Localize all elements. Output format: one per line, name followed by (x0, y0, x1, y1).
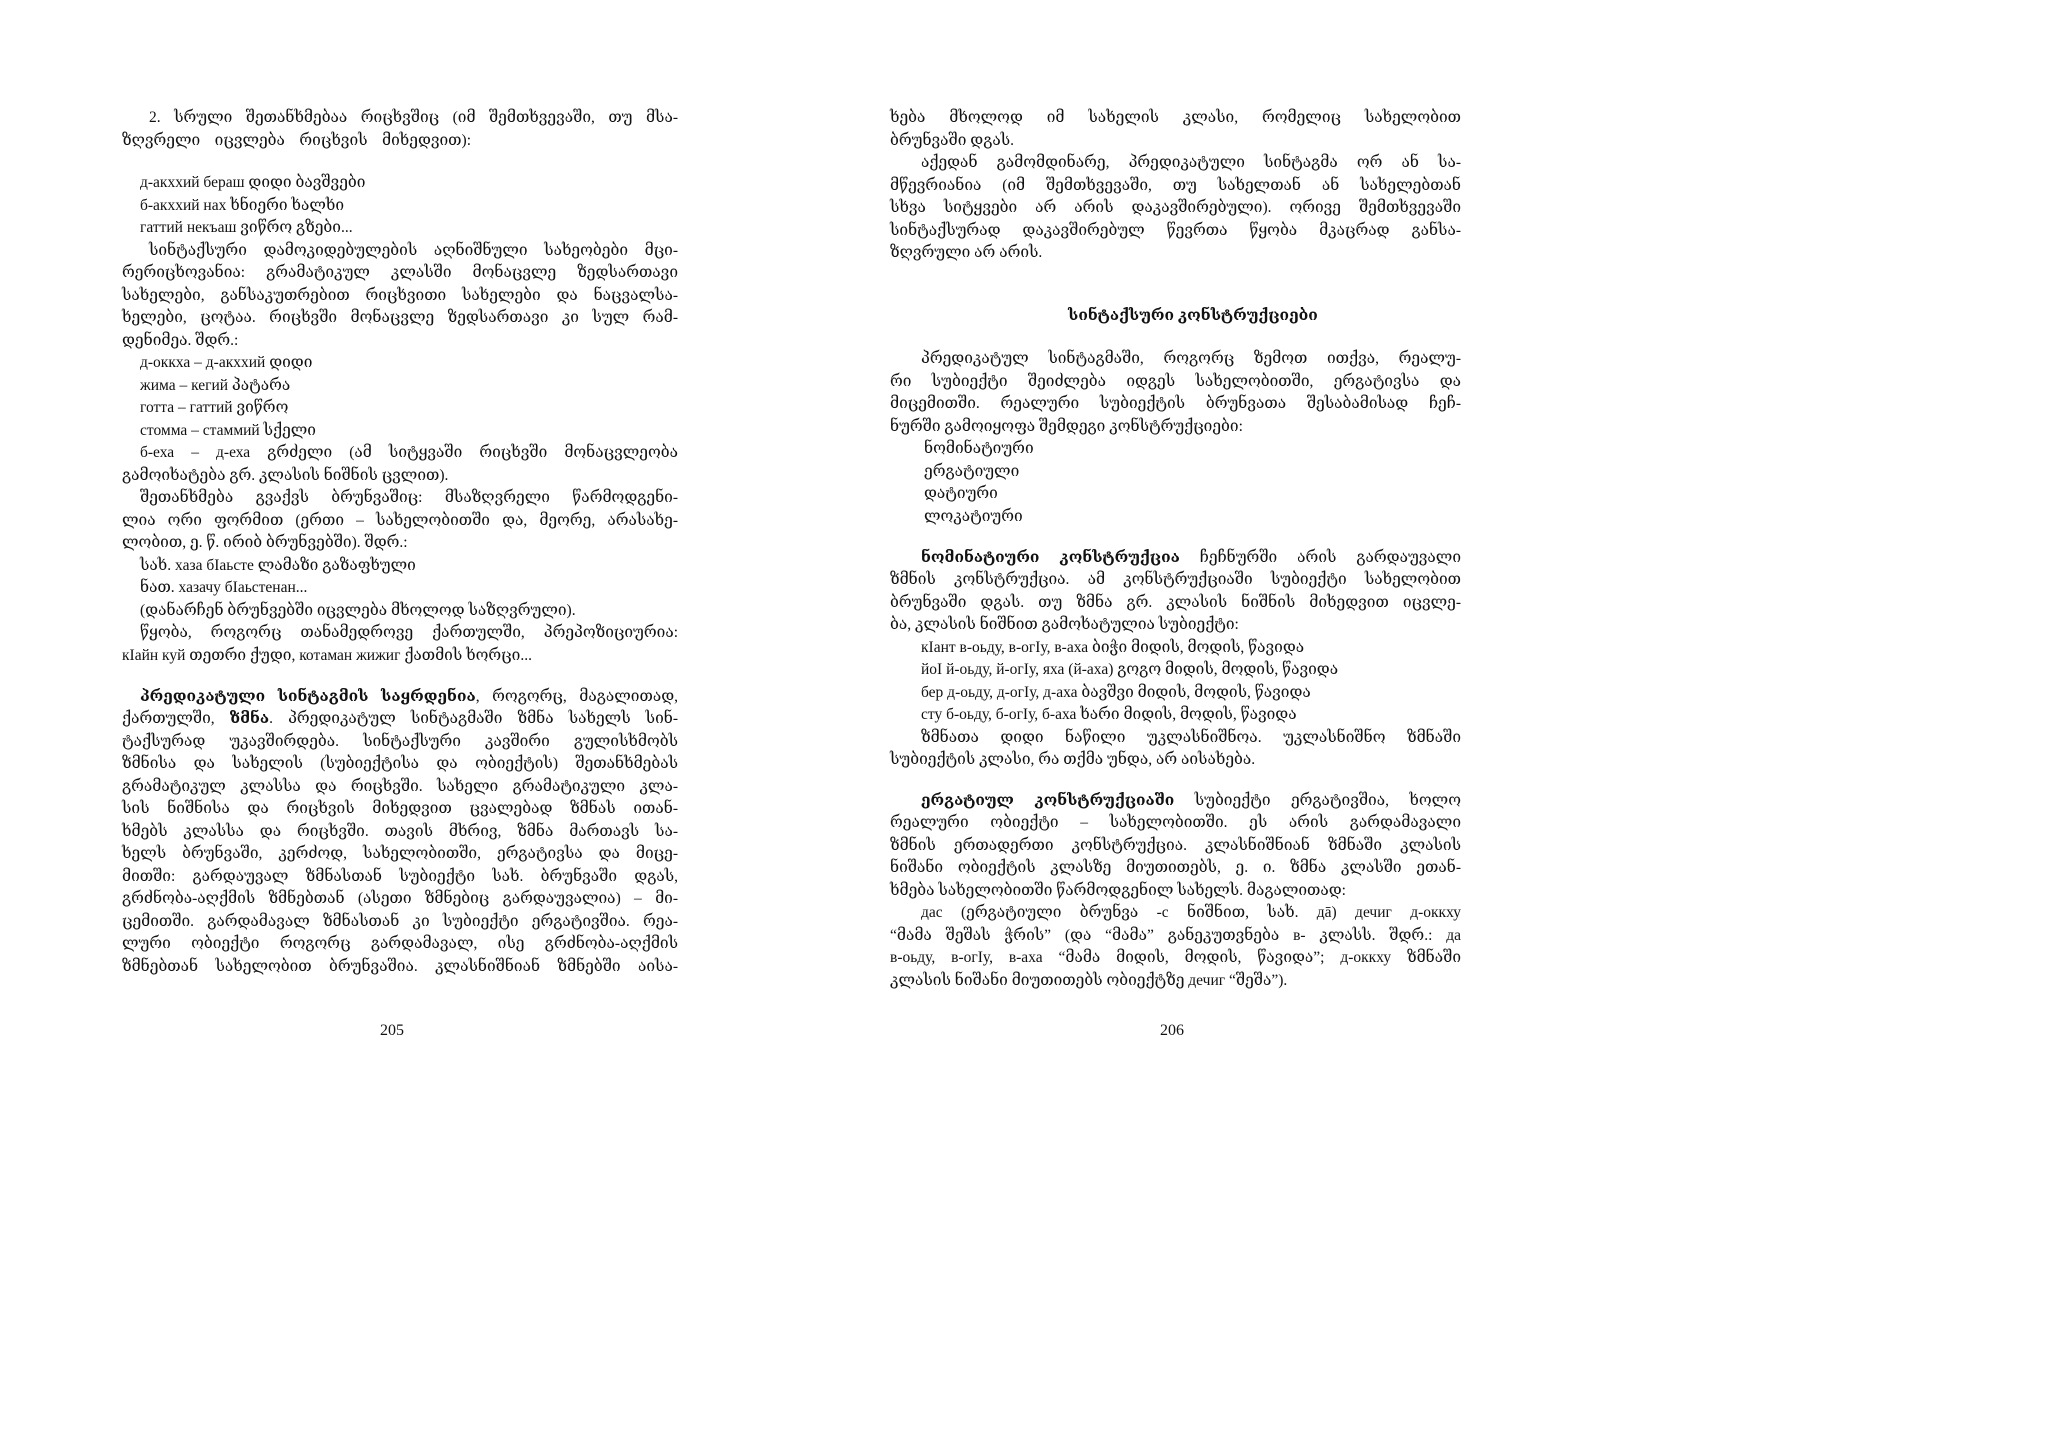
text-line: ხმება სახელობითში წარმოდგენილ სახელს. მაგალითად: (890, 882, 1346, 899)
text-line: გრძნობა-აღქმის ზმნებთან (ასეთი ზმნებიც გარდაუვალია) – მი- (122, 890, 678, 907)
example-line: д-акххий бераш დიდი ბავშვები (140, 174, 366, 191)
example-line: д-оккха – д-акххий დიდი (140, 354, 313, 371)
example-line: б-еха – д-еха გრძელი (ამ სიტყვაში რიცხვში მონაცვლეობა (140, 444, 678, 461)
example-line: стомма – стаммий სქელი (140, 422, 316, 439)
text-line: გამოიხატება გრ. კლასის ნიშნის ცვლით). (122, 467, 449, 484)
example-line: кІайн куй თეთრი ქუდი, котаман жижиг ქათმის ხორცი... (122, 647, 532, 664)
text-line: (დანარჩენ ბრუნვებში იცვლება მხოლოდ საზღვრული). (140, 602, 576, 619)
example-line: кІант в-оьду, в-огІу, в-аха ბიჭი მიდის, მოდის, წავიდა (921, 639, 1305, 656)
text-line: დენიმეა. შდრ.: (122, 332, 239, 349)
text-line: პრედიკატული სინტაგმის საყრდენია, როგორც, მაგალითად, (140, 688, 678, 705)
text-line: სინტაქსური დამოკიდებულების აღნიშნული სახეობები მცი- (149, 242, 678, 259)
text-line: რი სუბიექტი შეიძლება იდგეს სახელობითში, ერგატივსა და (890, 373, 1461, 390)
example-line: б-акххий нах ხნიერი ხალხი (140, 197, 345, 214)
text-line: სახელები, განსაკუთრებით რიცხვითი სახელები და ნაცვალსა- (122, 287, 678, 304)
text-line: ბა, კლასის ნიშნით გამოხატულია სუბიექტი: (890, 616, 1239, 633)
left-page (0, 0, 784, 1102)
text-line: ბრუნვაში დგას. თუ ზმნა გრ. კლასის ნიშნის მიხედვით იცვლე- (890, 594, 1461, 611)
example-line: дас (ერგატიული ბრუნვა -с ნიშნით, სახ. дā) дечиг д-оккху (921, 904, 1461, 921)
text-line: სინტაქსურად დაკავშირებულ წევრთა წყობა მკაცრად განსა- (890, 222, 1461, 239)
example-line: ნათ. хазачу бІаьстенан... (140, 579, 308, 596)
list-item: ლოკატიური (924, 508, 1023, 525)
text-line: ტაქსურად უკავშირდება. სინტაქსური კავშირი გულისხმობს (122, 733, 678, 750)
text-line: მიცემითში. რეალური სუბიექტის ბრუნვათა შესაბამისად ჩეჩ- (890, 395, 1461, 412)
text-line: სხვა სიტყვები არ არის დაკავშირებული). ორივე შემთხვევაში (890, 199, 1461, 216)
text-line: პრედიკატულ სინტაგმაში, როგორც ზემოთ ითქვა, რეალუ- (921, 350, 1461, 367)
text-line: ნურში გამოიყოფა შემდეგი კონსტრუქციები: (890, 418, 1243, 435)
text-line: ლური ობიექტი როგორც გარდამავალ, ისე გრძნობა-აღქმის (122, 935, 678, 952)
text-line: რერიცხოვანია: გრამატიკულ კლასში მონაცვლე ზედსართავი (122, 264, 678, 281)
text-line: წყობა, როგორც თანამედროვე ქართულში, პრეპოზიციურია: (140, 624, 678, 641)
example-line: жима – кегий პატარა (140, 377, 291, 394)
list-item: დატიური (924, 485, 998, 502)
text-line: ნომინატიური კონსტრუქცია ჩეჩნურში არის გარდაუვალი (921, 549, 1461, 566)
page-number: 205 (380, 1022, 404, 1039)
text-line: ზღვრელი იცვლება რიცხვის მიხედვით): (122, 132, 471, 149)
text-line: ზმნისა და სახელის (სუბიექტისა და ობიექტის) შეთანხმებას (122, 755, 678, 772)
page-number: 206 (1160, 1022, 1184, 1039)
text-line: ცემითში. გარდამავალ ზმნასთან კი სუბიექტი ერგატივშია. რეა- (122, 913, 678, 930)
text-line: რეალური ობიექტი – სახელობითში. ეს არის გარდამავალი (890, 814, 1461, 831)
text-line: სის ნიშნისა და რიცხვის მიხედვით ცვალებად ზმნას ითან- (122, 800, 678, 817)
text-line: ერგატიულ კონსტრუქციაში სუბიექტი ერგატივშია, ხოლო (921, 792, 1461, 809)
example-line: сту б-оьду, б-огІу, б-аха ხარი მიდის, მოდის, წავიდა (921, 706, 1297, 723)
example-line: კლასის ნიშანი მიუთითებს ობიექტზე дечиг “შეშა”). (890, 972, 1288, 989)
text-line: აქედან გამომდინარე, პრედიკატული სინტაგმა ორ ან სა- (921, 154, 1461, 171)
example-line: бер д-оьду, д-огІу, д-аха ბავშვი მიდის, მოდის, წავიდა (921, 684, 1311, 701)
text-line: ხმებს კლასსა და რიცხვში. თავის მხრივ, ზმნა მართავს სა- (122, 823, 678, 840)
text-line: ქართულში, ზმნა. პრედიკატულ სინტაგმაში ზმნა სახელს სინ- (122, 710, 679, 727)
text-line: ხება მხოლოდ იმ სახელის კლასი, რომელიც სახელობით (890, 109, 1461, 126)
text-line: ბრუნვაში დგას. (890, 132, 1014, 149)
section-heading: სინტაქსური კონსტრუქციები (1068, 307, 1318, 324)
text-line: ზმნათა დიდი ნაწილი უკლასნიშნოა. უკლასნიშნო ზმნაში (921, 729, 1461, 746)
text-line: სუბიექტის კლასი, რა თქმა უნდა, არ აისახება. (890, 751, 1256, 768)
example-line: готта – гаттий ვიწრო (140, 399, 289, 416)
example-line: “მამა შეშას ჭრის” (და “მამა” განეკუთვნება в- კლასს. შდრ.: да (890, 927, 1461, 944)
text-line: 2. სრული შეთანხმებაა რიცხვშიც (იმ შემთხვევაში, თუ მსა- (149, 109, 678, 126)
text-line: ზღვრული არ არის. (890, 244, 1043, 261)
example-line: гаттий некъаш ვიწრო გზები... (140, 219, 353, 236)
text-line: ლობით, ე. წ. ირიბ ბრუნვებში). შდრ.: (122, 534, 408, 551)
list-item: ერგატიული (924, 463, 1020, 480)
text-line: ხელს ბრუნვაში, კერძოდ, სახელობითში, ერგატივსა და მიცე- (122, 845, 678, 862)
text-line: ზმნის ერთადერთი კონსტრუქცია. კლასნიშნიან ზმნაში კლასის (890, 837, 1461, 854)
list-item: ნომინატიური (924, 440, 1034, 457)
text-line: ნიშანი ობიექტის კლასზე მიუთითებს, ე. ი. ზმნა კლასში ეთან- (890, 859, 1461, 876)
example-line: йоІ й-оьду, й-огІу, яха (й-аха) გოგო მიდის, მოდის, წავიდა (921, 661, 1339, 678)
text-line: ლია ორი ფორმით (ერთი – სახელობითში და, მეორე, არასახე- (122, 512, 678, 529)
example-line: в-оьду, в-огІу, в-аха “მამა მიდის, მოდის, წავიდა”; д-оккху ზმნაში (890, 949, 1461, 966)
text-line: ზმნის კონსტრუქცია. ამ კონსტრუქციაში სუბიექტი სახელობით (890, 571, 1461, 588)
example-line: სახ. хаза бІаьсте ლამაზი გაზაფხული (140, 557, 416, 574)
text-line: ხელები, ცოტაა. რიცხვში მონაცვლე ზედსართავი კი სულ რამ- (122, 309, 678, 326)
text-line: მითში: გარდაუვალ ზმნასთან სუბიექტი სახ. ბრუნვაში დგას, (122, 868, 678, 885)
right-page (784, 0, 1568, 1102)
text-line: შეთანხმება გვაქვს ბრუნვაშიც: მსაზღვრელი წარმოდგენი- (140, 489, 678, 506)
text-line: მწევრიანია (იმ შემთხვევაში, თუ სახელთან ან სახელებთან (890, 177, 1461, 194)
text-line: გრამატიკულ კლასსა და რიცხვში. სახელი გრამატიკული კლა- (122, 778, 678, 795)
text-line: ზმნებთან სახელობით ბრუნვაშია. კლასნიშნიან ზმნებში აისა- (122, 958, 678, 975)
